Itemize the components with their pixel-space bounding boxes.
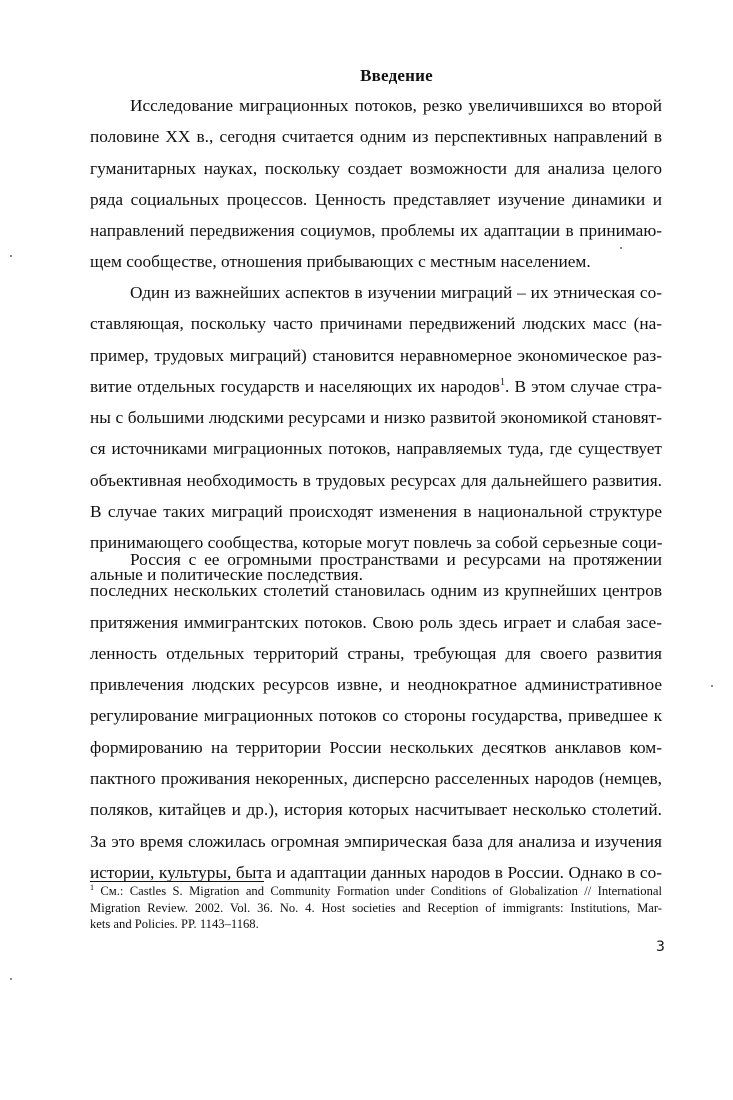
text-line: гуманитарных науках, поскольку создает возможности для анализа целого bbox=[90, 158, 662, 178]
footnote-separator bbox=[90, 881, 264, 882]
scan-speck bbox=[620, 247, 622, 249]
text-segment: . В этом случае стра- bbox=[504, 376, 662, 396]
footnote-line: kets and Policies. PP. 1143–1168. bbox=[90, 917, 259, 931]
text-line: щем сообществе, отношения прибывающих с местным населением. bbox=[90, 252, 591, 272]
paragraph-1 bbox=[90, 90, 662, 278]
text-line: объективная необходимость в трудовых ресурсах для дальнейшего развития. bbox=[90, 470, 662, 490]
paragraph-3 bbox=[90, 544, 662, 888]
text-segment: витие отдельных государств и населяющих их народов bbox=[90, 376, 500, 396]
text-line: За это время сложилась огромная эмпирическая база для анализа и изучения bbox=[90, 831, 662, 851]
footnote-line: Migration Review. 2002. Vol. 36. No. 4. Host societies and Reception of immigrants: Institutions, Mar- bbox=[90, 900, 662, 915]
text-line: половине XX в., сегодня считается одним из перспективных направлений в bbox=[90, 127, 662, 147]
text-line: Один из важнейших аспектов в изучении миграций – их этническая со- bbox=[130, 283, 662, 302]
text-line: ставляющая, поскольку часто причинами передвижений людских масс (на- bbox=[90, 314, 662, 334]
text-line: альные и политические последствия. bbox=[90, 564, 363, 584]
text-line: Исследование миграционных потоков, резко увеличившихся во второй bbox=[130, 96, 662, 115]
text-line-with-footnote bbox=[90, 371, 662, 402]
section-heading: Введение bbox=[360, 66, 433, 85]
text-line: поляков, китайцев и др.), история которых насчитывает несколько столетий. bbox=[90, 800, 662, 820]
footnote-line bbox=[90, 883, 662, 900]
text-line: ны с большими людскими ресурсами и низко развитой экономикой становят- bbox=[90, 408, 662, 428]
footnote-number: 1 bbox=[90, 882, 94, 892]
text-line: ряда социальных процессов. Ценность представляет изучение динамики и bbox=[90, 189, 662, 209]
scan-speck bbox=[10, 255, 12, 257]
text-line: истории, культуры, быта и адаптации данных народов в России. Однако в со- bbox=[90, 862, 662, 882]
text-line: ленность отдельных территорий страны, требующая для своего развития bbox=[90, 643, 662, 663]
scan-speck bbox=[711, 685, 713, 687]
page-number: 3 bbox=[656, 939, 665, 955]
text-line: ся источниками миграционных потоков, направляемых туда, где существует bbox=[90, 439, 662, 459]
text-line: пактного проживания некоренных, дисперсно расселенных народов (немцев, bbox=[90, 769, 662, 789]
text-line: формированию на территории России нескольких десятков анклавов ком- bbox=[90, 737, 662, 757]
footnote-text: См.: Castles S. Migration and Community Formation under Conditions of Globalization // International bbox=[100, 884, 662, 898]
text-line: пример, трудовых миграций) становится неравномерное экономическое раз- bbox=[90, 345, 662, 365]
text-line: притяжения иммигрантских потоков. Свою роль здесь играет и слабая засе- bbox=[90, 612, 662, 632]
text-line: последних нескольких столетий становилась одним из крупнейших центров bbox=[90, 581, 662, 601]
text-line: принимающего сообщества, которые могут повлечь за собой серьезные соци- bbox=[90, 533, 663, 553]
text-line: В случае таких миграций происходят изменения в национальной структуре bbox=[90, 502, 662, 522]
text-line: Россия с ее огромными пространствами и ресурсами на протяжении bbox=[130, 550, 662, 569]
text-line: направлений передвижения социумов, проблемы их адаптации в принимаю- bbox=[90, 221, 662, 241]
footnote-reference: 1 bbox=[499, 377, 505, 389]
text-line: привлечения людских ресурсов извне, и неоднократное административное bbox=[90, 675, 662, 695]
footnote bbox=[90, 883, 662, 933]
scan-speck bbox=[10, 978, 12, 980]
text-line: регулирование миграционных потоков со стороны государства, приведшее к bbox=[90, 706, 662, 726]
